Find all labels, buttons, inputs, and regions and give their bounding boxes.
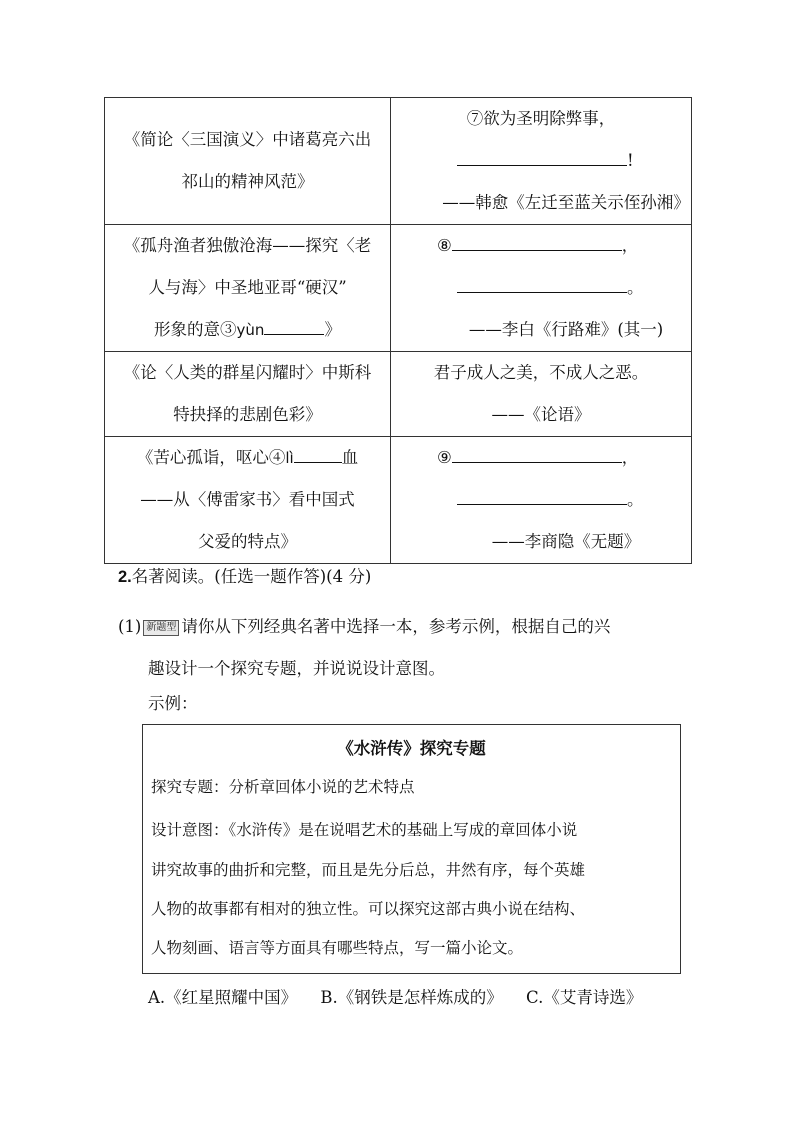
question-2-heading [118,562,371,592]
quote-line: ⑦欲为圣明除弊事， [466,109,616,128]
answer-blank[interactable] [264,316,324,335]
option-b[interactable]: B.《钢铁是怎样炼成的》 [320,988,503,1007]
example-line: 人物的故事都有相对的独立性。可以探究这部古典小说在结构、 [151,900,586,918]
option-a[interactable]: A.《红星照耀中国》 [148,988,298,1007]
table-row [105,225,692,352]
answer-options [148,984,660,1012]
text-fragment: 形象的意 [154,320,221,339]
text-fragment: 血 [341,448,359,467]
quote-source: ——李商隐《无题》 [491,532,641,551]
quote-source: ——《论语》 [491,405,591,424]
subquestion-number: (1) [118,617,142,636]
quote-source: ——李白《行路难》(其一) [468,320,664,339]
example-line: 设计意图：《水浒传》是在说唱艺术的基础上写成的章回体小说 [151,821,578,839]
answer-blank[interactable] [452,444,622,463]
essay-title-cell [105,225,391,352]
item-marker: ④ [268,448,286,467]
new-question-type-badge: 新题型 [143,620,179,636]
quote-cell [391,98,692,225]
fill-blank-line [391,267,691,309]
essay-title-line [105,309,390,351]
question-line: 趣设计一个探究专题，并说说设计意图。 [148,659,445,678]
item-marker: ③ [220,320,237,339]
question-2-1 [118,606,693,690]
essay-title-line: 《孤舟渔者独傲沧海——探究〈老 [123,236,372,255]
essay-title-line [105,437,390,479]
essay-title-cell [105,352,391,437]
quote-line: 君子成人之美，不成人之恶。 [433,363,649,382]
exclamation-mark: ! [627,151,634,170]
answer-blank[interactable] [294,444,342,463]
answer-blank[interactable] [457,147,627,166]
question-line [118,606,693,648]
answer-blank[interactable] [457,486,627,505]
answer-blank[interactable] [452,232,622,251]
fill-blank-line [391,479,691,521]
example-label: 示例： [148,694,198,713]
essay-title-cell [105,98,391,225]
punctuation: ， [621,448,639,467]
table-row [105,352,692,437]
example-box [142,724,681,974]
quote-cell [391,225,692,352]
item-marker: ⑧ [437,236,452,255]
example-line: 探究专题：分析章回体小说的艺术特点 [151,778,415,796]
fill-blank-line [391,140,691,182]
essay-title-line: 祁山的精神风范》 [181,172,314,191]
pinyin-hint: lì [285,449,294,467]
example-line: 讲究故事的曲折和完整，而且是先分后总，井然有序，每个英雄 [151,861,586,879]
punctuation: 。 [627,278,644,297]
pinyin-hint: yùn [236,321,265,339]
example-line: 人物刻画、语言等方面具有哪些特点，写一篇小论文。 [151,939,524,957]
fill-blank-line [391,437,691,479]
essay-title-line: 人与海〉中圣地亚哥“硬汉” [148,278,347,297]
option-c[interactable]: C.《艾青诗选》 [526,988,643,1007]
answer-blank[interactable] [457,274,627,293]
table-row [105,437,692,564]
question-text: 名著阅读。(任选一题作答)(4 分) [131,567,372,586]
essay-title-line: ——从〈傅雷家书〉看中国式 [140,490,355,509]
punctuation: 。 [627,490,644,509]
question-number: 2. [118,568,132,586]
text-fragment: 《苦心孤诣，呕心 [136,448,269,467]
example-title: 《水浒传》探究专题 [337,739,486,758]
fill-blank-line [391,225,691,267]
essay-quote-table [104,97,692,564]
essay-title-line: 《简论〈三国演义〉中诸葛亮六出 [123,130,372,149]
table-row [105,98,692,225]
text-fragment: 》 [324,320,341,339]
essay-title-line: 特抉择的悲剧色彩》 [173,405,322,424]
quote-cell [391,352,692,437]
quote-cell [391,437,692,564]
question-text: 请你从下列经典名著中选择一本，参考示例，根据自己的兴 [181,617,611,636]
punctuation: ， [621,236,639,255]
quote-source: ——韩愈《左迁至蓝关示侄孙湘》 [442,193,690,212]
item-marker: ⑨ [437,448,452,467]
essay-title-line: 《论〈人类的群星闪耀时〉中斯科 [123,363,372,382]
essay-title-cell [105,437,391,564]
essay-title-line: 父爱的特点》 [198,532,297,551]
